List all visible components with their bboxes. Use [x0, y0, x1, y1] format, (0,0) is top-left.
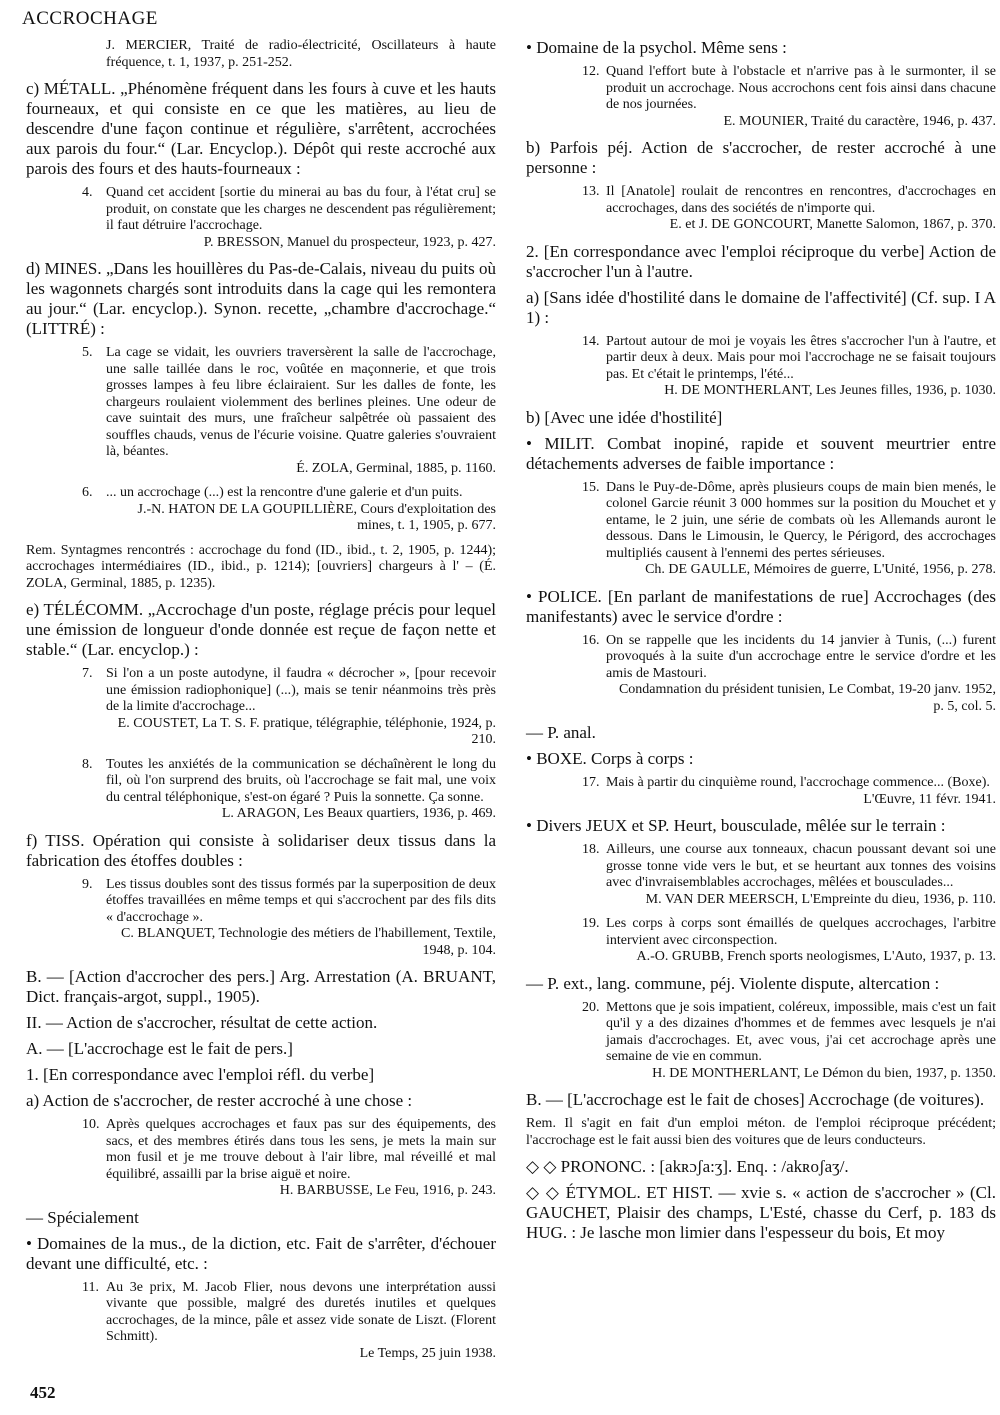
citation-text: Les tissus doubles sont des tissus formés par la superposition de deux étoffes travaillées en même temps et qui s'accrochent par des fils dits « d'accrochage ».: [106, 876, 496, 925]
citation: [26, 485, 496, 535]
page-number: 452: [30, 1383, 56, 1402]
remark-paragraph: Rem. Il s'agit en fait d'un emploi méton. de l'emploi réciproque précédent; l'accrochage est le fait aussi bien des voitures que de leurs conducteurs.: [526, 1116, 996, 1148]
definition-paragraph: A. — [L'accrochage est le fait de pers.]: [26, 1039, 293, 1058]
citation-number: 19.: [582, 916, 600, 931]
citation-number: 15.: [582, 479, 600, 495]
citation-source: J.-N. HATON DE LA GOUPILLIÈRE, Cours d'exploitation des mines, t. 1, 1905, p. 677.: [137, 501, 496, 533]
citation-source: H. BARBUSSE, Le Feu, 1916, p. 243.: [279, 1183, 496, 1198]
citation-source: É. ZOLA, Germinal, 1885, p. 1160.: [296, 460, 496, 476]
citation-text: La cage se vidait, les ouvriers traversèrent la salle de l'accrochage, une salle taillée dans le roc, voûtée en maçonnerie, et que trois grosses lampes à feu libre éclairaient. Sur les dalles de fonte, les chargeurs roulaient violemment des berlines pleines. Une odeur de cave suintait des murs, une fraîcheur salpêtrée où passaient des souffles chauds, venus de l'écurie voisine. Quatre galeries s'ouvraient là, béantes.: [106, 345, 496, 459]
citation: [26, 757, 496, 823]
definition-paragraph: — Spécialement: [26, 1207, 139, 1227]
citation-text: Toutes les anxiétés de la communication se déchaînèrent le long du fil, où l'on surprend des bruits, où l'accrochage se fait mal, une voix du central téléphonique, s'est-on égaré ? Puis la sonnette. Ça sonne.: [106, 756, 496, 805]
definition-paragraph: • POLICE. [En parlant de manifestations de rue] Accrochages (des manifestants) avec le service d'ordre :: [526, 586, 996, 626]
citation-source: E. MOUNIER, Traité du caractère, 1946, p. 437.: [723, 113, 996, 129]
definition-paragraph: a) [Sans idée d'hostilité dans le domaine de l'affectivité] (Cf. sup. I A 1) :: [526, 287, 996, 327]
citation: [26, 877, 496, 960]
citation-text: On se rappelle que les incidents du 14 janvier à Tunis, (...) furent provoqués à la suite d'un accrochage entre le service d'ordre et les amis de Mastouri.: [606, 632, 996, 681]
citation: [526, 633, 996, 716]
citation: [526, 916, 996, 966]
citation-number: 6.: [82, 485, 93, 500]
citation-number: 20.: [582, 999, 600, 1015]
citation-source: H. DE MONTHERLANT, Les Jeunes filles, 1936, p. 1030.: [664, 383, 996, 398]
definition-paragraph: c) MÉTALL. „Phénomène fréquent dans les fours à cuve et les hauts fourneaux, et qui consiste en ce que les matières, au lieu de descendre d'une façon continue et régulière, s'arrêtent, accrochées aux parois du four.“ (Lar. Encyclop.). Dépôt qui reste accroché aux parois des fours et des hauts-fourneaux :: [26, 79, 496, 178]
citation-text: Au 3e prix, M. Jacob Flier, nous devons une interprétation aussi vivante que possible, malgré des duretés inutiles et quelques accrochages, de la mince, pâle et assez vide sonate de Liszt. (Florent Schmitt).: [106, 1279, 496, 1344]
definition-paragraph: a) Action de s'accrocher, de rester accroché à une chose :: [26, 1091, 413, 1110]
citation: [26, 1117, 496, 1200]
citation-number: 13.: [582, 184, 600, 199]
citation-text: Mettons que je sois impatient, coléreux, impossible, mais c'est un fait qu'il y a des dizaines d'hommes et de femmes avec lesquels je n'ai jamais d'accrochages. Et, avec vous, j'ai cet accrochage après une semaine de vie en commun.: [606, 999, 996, 1064]
citation-text: Si l'on a un poste autodyne, il faudra « décrocher », [pour recevoir une émission radiophonique] (...), mais se tenir néanmoins très près de la limite d'accrochage...: [106, 666, 496, 714]
definition-paragraph: B. — [Action d'accrocher des pers.] Arg. Arrestation (A. BRUANT, Dict. français-argot, suppl., 1905).: [26, 967, 496, 1006]
citation-number: 9.: [82, 876, 93, 892]
definition-paragraph: b) [Avec une idée d'hostilité]: [526, 407, 723, 427]
definition-paragraph: ◇ ◇ PRONONC. : [akʀɔʃa:ʒ]. Enq. : /akʀoʃaʒ/.: [526, 1157, 849, 1176]
page-header-title: ACCROCHAGE: [22, 8, 158, 29]
citation-source: M. VAN DER MEERSCH, L'Empreinte du dieu, 1936, p. 110.: [645, 891, 996, 907]
citation-source: Le Temps, 25 juin 1938.: [359, 1345, 496, 1361]
definition-paragraph: 1. [En correspondance avec l'emploi réfl. du verbe]: [26, 1065, 375, 1084]
definition-paragraph: ◇ ◇ ÉTYMOL. ET HIST. — xvie s. « action de s'accrocher » (Cl. GAUCHET, Plaisir des champs, L'Esté, chasse du Cerf, p. 183 ds HUG. : Je lasche mon limier dans l'espesseur du bois, Et moy: [526, 1183, 996, 1242]
definition-paragraph: d) MINES. „Dans les houillères du Pas-de-Calais, niveau du puits où les wagonnets chargés sont introduits dans la cage qui les remontera au jour.“ (Lar. encyclop.). Synon. recette, „chambre d'accrochage.“ (LITTRÉ) :: [26, 259, 496, 338]
definition-paragraph: e) TÉLÉCOMM. „Accrochage d'un poste, réglage précis pour lequel une émission de longueur d'onde donnée est reçue de façon nette et stable.“ (Lar. encyclop.) :: [26, 600, 496, 659]
citation-source: A.-O. GRUBB, French sports neologismes, L'Auto, 1937, p. 13.: [636, 949, 996, 964]
definition-paragraph: • Domaine de la psychol. Même sens :: [526, 38, 787, 57]
citation-source: Condamnation du président tunisien, Le Combat, 19-20 janv. 1952, p. 5, col. 5.: [618, 682, 996, 714]
citation-number: 12.: [582, 64, 600, 79]
citation-source: L. ARAGON, Les Beaux quartiers, 1936, p. 469.: [221, 806, 496, 821]
citation-number: 17.: [582, 775, 600, 790]
left-column: [26, 38, 496, 1370]
citation-text: Il [Anatole] roulait de rencontres en rencontres, d'accrochages en accrochages, dans des sociétés de n'importe qui.: [606, 184, 996, 216]
definition-paragraph: b) Parfois péj. Action de s'accrocher, de rester accroché à une personne :: [526, 138, 996, 177]
citation-number: 16.: [582, 632, 600, 648]
citation: [526, 842, 996, 908]
citation-source: C. BLANQUET, Technologie des métiers de l'habillement, Textile, 1948, p. 104.: [121, 926, 496, 958]
citation-source: E. COUSTET, La T. S. F. pratique, télégraphie, téléphonie, 1924, p. 210.: [117, 715, 496, 747]
citation-source: E. et J. DE GONCOURT, Manette Salomon, 1867, p. 370.: [669, 217, 996, 232]
definition-paragraph: B. — [L'accrochage est le fait de choses] Accrochage (de voitures).: [526, 1090, 985, 1109]
citation-text: Quand l'effort bute à l'obstacle et n'arrive pas à le surmonter, il se produit un accrochage. Nous accrochons cent fois ainsi dans chacune de nos journées.: [606, 64, 996, 112]
citation-text: Après quelques accrochages et faux pas sur des équipements, des sacs, et des membres étirés dans tous les sens, je mets la main sur mon fusil et je me trouve debout à l'air libre, mal réveillé et mal équilibré, assailli par la brise aiguë et noire.: [106, 1117, 496, 1182]
citation-number: 11.: [82, 1279, 99, 1295]
citation: [526, 64, 996, 130]
citation: [526, 1000, 996, 1083]
citation-source: L'Œuvre, 11 févr. 1941.: [863, 791, 996, 807]
citation-source: P. BRESSON, Manuel du prospecteur, 1923, p. 427.: [203, 234, 496, 250]
citation: [26, 1280, 496, 1363]
citation-text: Quand cet accident [sortie du minerai au bas du four, à l'état cru] se produit, on constate que les charges ne descendent pas régulièrement; il faut détruire l'accrochage.: [106, 185, 496, 233]
definition-paragraph: — P. anal.: [526, 723, 596, 742]
remark-paragraph: Rem. Syntagmes rencontrés : accrochage du fond (ID., ibid., t. 2, 1905, p. 1244); accrochages intermédiaires (ID., ibid., p. 1214); [ouvriers] chargeurs à l' – (É. ZOLA, Germinal, 1885, p. 1235).: [26, 542, 496, 591]
citation: [26, 666, 496, 749]
right-column: [526, 38, 996, 1249]
definition-paragraph: f) TISS. Opération qui consiste à solidariser deux tissus dans la fabrication des étoffes doubles :: [26, 830, 496, 870]
citation-text: ... un accrochage (...) est la rencontre d'une galerie et d'un puits.: [106, 485, 463, 500]
citation-source: Ch. DE GAULLE, Mémoires de guerre, L'Unité, 1956, p. 278.: [645, 562, 996, 577]
definition-paragraph: — P. ext., lang. commune, péj. Violente dispute, altercation :: [526, 973, 940, 993]
citation-text: Partout autour de moi je voyais les êtres s'accrocher l'un à l'autre, et partir deux à deux. Mais pour moi l'accrochage ne se faisait toujours pas. Et c'était le printemps, l'été...: [606, 333, 996, 382]
citation: [526, 775, 996, 808]
citation-source: H. DE MONTHERLANT, Le Démon du bien, 1937, p. 1350.: [652, 1065, 996, 1081]
citation-text: J. MERCIER, Traité de radio-électricité, Oscillateurs à haute fréquence, t. 1, 1937, p. 251-252.: [106, 38, 496, 70]
definition-paragraph: II. — Action de s'accrocher, résultat de cette action.: [26, 1013, 378, 1032]
definition-paragraph: • Divers JEUX et SP. Heurt, bousculade, mêlée sur le terrain :: [526, 816, 946, 835]
definition-paragraph: • BOXE. Corps à corps :: [526, 749, 694, 768]
citation-text: Ailleurs, une course aux tonneaux, chacun poussant devant soi une grosse tonne vide vers le but, et se heurtant aux tonnes des voisins avec d'invraisemblables accrochages, mêlées et bousculades...: [606, 842, 996, 890]
citation-number: 4.: [82, 185, 93, 200]
citation-number: 14.: [582, 333, 600, 349]
citation: [526, 184, 996, 234]
citation-number: 7.: [82, 666, 93, 681]
definition-paragraph: • MILIT. Combat inopiné, rapide et souvent meurtrier entre détachements adverses de faible importance :: [526, 433, 996, 473]
citation: [26, 345, 496, 477]
citation-number: 8.: [82, 756, 93, 772]
citation: [526, 334, 996, 400]
citation-number: 5.: [82, 345, 93, 360]
citation-text: Les corps à corps sont émaillés de quelques accrochages, l'arbitre intervient avec circonspection.: [606, 916, 996, 948]
citation: [26, 185, 496, 251]
citation-number: 10.: [82, 1117, 100, 1132]
citation: [526, 480, 996, 579]
citation-number: 18.: [582, 842, 600, 857]
citation-text: Dans le Puy-de-Dôme, après plusieurs coups de main bien menés, le colonel Garcie réunit 3 000 hommes sur la position du Mouchet et y entame, le 2 juin, une série de combats où les Allemands auront le dessous. Dans le Limousin, le Quercy, le Périgord, des accrochages multipliés causent à l'ennemi des pertes sérieuses.: [606, 479, 996, 561]
citation: [26, 38, 496, 71]
definition-paragraph: 2. [En correspondance avec l'emploi réciproque du verbe] Action de s'accrocher l'un à l'autre.: [526, 241, 996, 281]
definition-paragraph: • Domaines de la mus., de la diction, etc. Fait de s'arrêter, d'échouer devant une difficulté, etc. :: [26, 1233, 496, 1273]
citation-text: Mais à partir du cinquième round, l'accrochage commence... (Boxe).: [606, 775, 990, 790]
